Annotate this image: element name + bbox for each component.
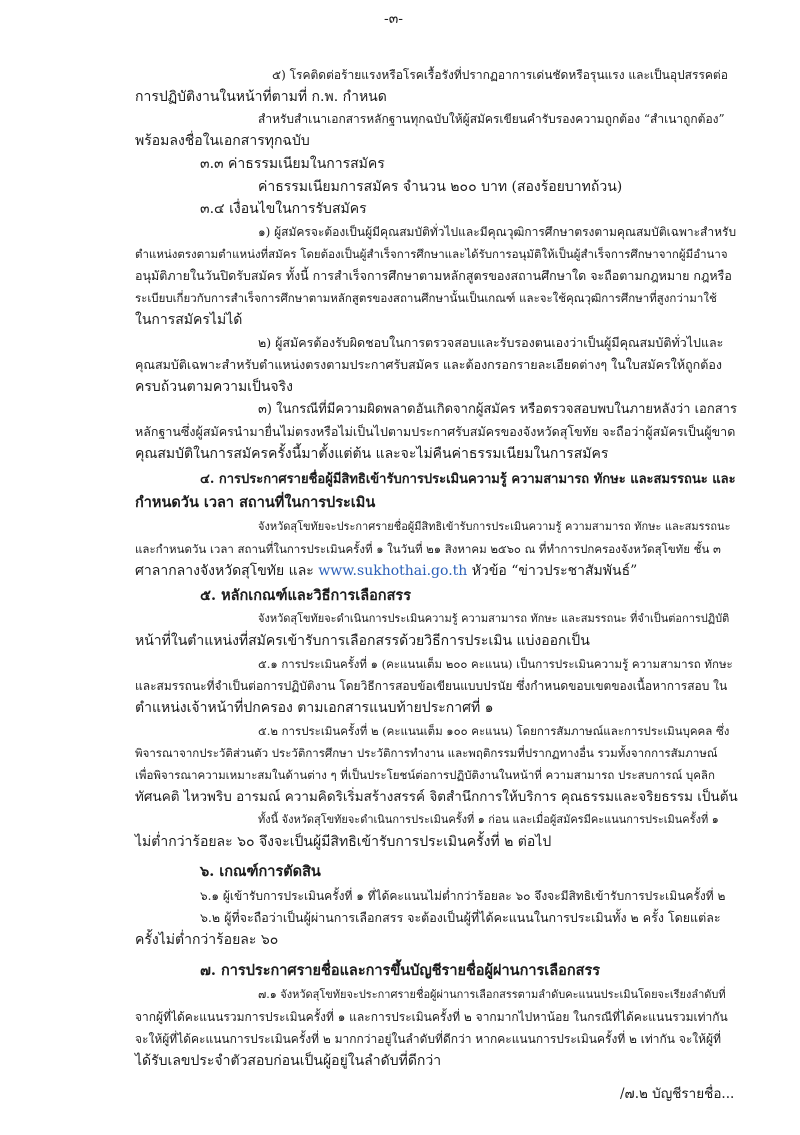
text-line: ๕.๑ การประเมินครั้งที่ ๑ (คะแนนเต็ม ๒๐๐ คะแนน) เป็นการประเมินความรู้ ความสามารถ ทักษะ (258, 657, 733, 671)
text-line: ตำแหน่งตรงตามตำแหน่งที่สมัคร โดยต้องเป็นผู้สำเร็จการศึกษาและได้รับการอนุมัติให้เป็นผู้สำเร็จการศึกษาจากผู้มีอำนาจ (135, 247, 728, 261)
text-line (135, 562, 637, 580)
section-6-heading: ๖. เกณฑ์การตัดสิน (200, 863, 321, 880)
text-line: ไม่ต่ำกว่าร้อยละ ๖๐ จึงจะเป็นผู้มีสิทธิเข้ารับการประเมินครั้งที่ ๒ ต่อไป (135, 834, 552, 850)
website-link[interactable]: www.sukhothai.go.th (318, 563, 468, 579)
text-line: การปฏิบัติงานในหน้าที่ตามที่ ก.พ. กำหนด (135, 89, 387, 105)
text-line: ครั้งไม่ต่ำกว่าร้อยละ ๖๐ (135, 932, 279, 948)
section-heading: ๓.๔ เงื่อนไขในการรับสมัคร (200, 201, 367, 217)
text-line: จะให้ผู้ที่ได้คะแนนการประเมินครั้งที่ ๒ มากกว่าอยู่ในลำดับที่ดีกว่า หากคะแนนการประเมินครั้งที่ ๒ เท่ากัน จะให้ผู้ที่ (135, 1032, 722, 1046)
text-line: ๖.๑ ผู้เข้ารับการประเมินครั้งที่ ๑ ที่ได้คะแนนไม่ต่ำกว่าร้อยละ ๖๐ จึงจะมีสิทธิเข้ารับการประเมินครั้งที่ ๒ (200, 889, 726, 903)
text-line: ๑) ผู้สมัครจะต้องเป็นผู้มีคุณสมบัติทั่วไปและมีคุณวุฒิการศึกษาตรงตามคุณสมบัติเฉพาะสำหรับ (258, 225, 737, 239)
page-number: -๓- (384, 11, 404, 27)
text-line: ในการสมัครไม่ได้ (135, 312, 243, 328)
text-line: ตำแหน่งเจ้าหน้าที่ปกครอง ตามเอกสารแนบท้ายประกาศที่ ๑ (135, 700, 494, 716)
text-segment: หัวข้อ “ข่าวประชาสัมพันธ์” (467, 563, 638, 579)
text-line: ๒) ผู้สมัครต้องรับผิดชอบในการตรวจสอบและรับรองตนเองว่าเป็นผู้มีคุณสมบัติทั่วไปและ (258, 335, 724, 350)
text-line: ครบถ้วนตามความเป็นจริง (135, 379, 293, 395)
section-4-heading: ๔. การประกาศรายชื่อผู้มีสิทธิเข้ารับการประเมินความรู้ ความสามารถ ทักษะ และสมรรถนะ และ (200, 472, 736, 487)
section-7-heading: ๗. การประกาศรายชื่อและการขึ้นบัญชีรายชื่อผู้ผ่านการเลือกสรร (200, 962, 601, 979)
text-line: และสมรรถนะที่จำเป็นต่อการปฏิบัติงาน โดยวิธีการสอบข้อเขียนแบบปรนัย ซึ่งกำหนดขอบเขตของเนื้อหาการสอบ ใน (135, 679, 728, 693)
text-line: จังหวัดสุโขทัยจะดำเนินการประเมินความรู้ ความสามารถ ทักษะ และสมรรถนะ ที่จำเป็นต่อการปฏิบัติ (258, 612, 730, 625)
text-segment: ศาลากลางจังหวัดสุโขทัย และ (135, 563, 319, 579)
section-5-heading: ๕. หลักเกณฑ์และวิธีการเลือกสรร (200, 587, 411, 604)
continuation-note: /๗.๒ บัญชีรายชื่อ... (620, 1086, 735, 1102)
text-line: พร้อมลงชื่อในเอกสารทุกฉบับ (135, 133, 310, 149)
text-line: คุณสมบัติเฉพาะสำหรับตำแหน่งตรงตามประกาศรับสมัคร และต้องกรอกรายละเอียดต่างๆ ในใบสมัครให้ถูกต้อง (135, 357, 722, 372)
text-line: อนุมัติภายในวันปิดรับสมัคร ทั้งนี้ การสำเร็จการศึกษาตามหลักสูตรของสถานศึกษาใด จะถือตามกฎหมาย กฎหรือ (135, 268, 732, 283)
text-line: ค่าธรรมเนียมการสมัคร จำนวน ๒๐๐ บาท (สองร้อยบาทถ้วน) (258, 179, 623, 195)
text-line: ทัศนคติ ไหวพริบ อารมณ์ ความคิดริเริ่มสร้างสรรค์ จิตสำนึกการให้บริการ คุณธรรมและจริยธรรม เป็นต้น (135, 789, 738, 805)
text-line: ๗.๑ จังหวัดสุโขทัยจะประกาศรายชื่อผู้ผ่านการเลือกสรรตามลำดับคะแนนประเมินโดยจะเรียงลำดับที่ (258, 988, 726, 1001)
text-line: จากผู้ที่ได้คะแนนรวมการประเมินครั้งที่ ๑ และการประเมินครั้งที่ ๒ จากมากไปหาน้อย ในกรณีที่ได้คะแนนรวมเท่ากัน (135, 1010, 728, 1024)
text-line: หน้าที่ในตำแหน่งที่สมัครเข้ารับการเลือกสรรด้วยวิธีการประเมิน แบ่งออกเป็น (135, 633, 590, 649)
text-line: ทั้งนี้ จังหวัดสุโขทัยจะดำเนินการประเมินครั้งที่ ๑ ก่อน และเมื่อผู้สมัครมีคะแนนการประเมินครั้งที่ ๑ (258, 813, 719, 826)
text-line: ๓) ในกรณีที่มีความผิดพลาดอันเกิดจากผู้สมัคร หรือตรวจสอบพบในภายหลังว่า เอกสาร (258, 402, 737, 417)
text-line: จังหวัดสุโขทัยจะประกาศรายชื่อผู้มีสิทธิเข้ารับการประเมินความรู้ ความสามารถ ทักษะ และสมรรถนะ (258, 520, 731, 533)
section-heading: ๓.๓ ค่าธรรมเนียมในการสมัคร (200, 156, 385, 172)
section-4-heading-cont: กำหนดวัน เวลา สถานที่ในการประเมิน (135, 494, 376, 511)
text-line: สำหรับสำเนาเอกสารหลักฐานทุกฉบับให้ผู้สมัครเขียนคำรับรองความถูกต้อง “สำเนาถูกต้อง” (258, 112, 725, 126)
text-line: พิจารณาจากประวัติส่วนตัว ประวัติการศึกษา ประวัติการทำงาน และพฤติกรรมที่ปรากฏทางอื่น รวมทั้งจากการสัมภาษณ์ (135, 746, 718, 760)
text-line: ระเบียบเกี่ยวกับการสำเร็จการศึกษาตามหลักสูตรของสถานศึกษานั้นเป็นเกณฑ์ และจะใช้คุณวุฒิการศึกษาที่สูงกว่ามาใช้ (135, 291, 717, 305)
text-line: ได้รับเลขประจำตัวสอบก่อนเป็นผู้อยู่ในลำดับที่ดีกว่า (135, 1053, 442, 1069)
text-line: เพื่อพิจารณาความเหมาะสมในด้านต่าง ๆ ที่เป็นประโยชน์ต่อการปฏิบัติงานในหน้าที่ ความสามารถ ประสบการณ์ บุคลิก (135, 768, 715, 782)
text-line: หลักฐานซึ่งผู้สมัครนำมายื่นไม่ตรงหรือไม่เป็นไปตามประกาศรับสมัครของจังหวัดสุโขทัย จะถือว่าผู้สมัครเป็นผู้ขาด (135, 424, 736, 439)
text-line: คุณสมบัติในการสมัครครั้งนี้มาตั้งแต่ต้น และจะไม่คืนค่าธรรมเนียมในการสมัคร (135, 446, 609, 462)
text-line: ๕.๒ การประเมินครั้งที่ ๒ (คะแนนเต็ม ๑๐๐ คะแนน) โดยการสัมภาษณ์และการประเมินบุคคล ซึ่ง (258, 724, 730, 738)
text-line: และกำหนดวัน เวลา สถานที่ในการประเมินครั้งที่ ๑ ในวันที่ ๒๑ สิงหาคม ๒๕๖๐ ณ ที่ทำการปกครองจังหวัดสุโขทัย ชั้น ๓ (135, 542, 721, 556)
text-line: ๕) โรคติดต่อร้ายแรงหรือโรคเรื้อรังที่ปรากฏอาการเด่นชัดหรือรุนแรง และเป็นอุปสรรคต่อ (272, 68, 728, 82)
text-line: ๖.๒ ผู้ที่จะถือว่าเป็นผู้ผ่านการเลือกสรร จะต้องเป็นผู้ที่ได้คะแนนในการประเมินทั้ง ๒ ครั้ง โดยแต่ละ (200, 910, 721, 925)
